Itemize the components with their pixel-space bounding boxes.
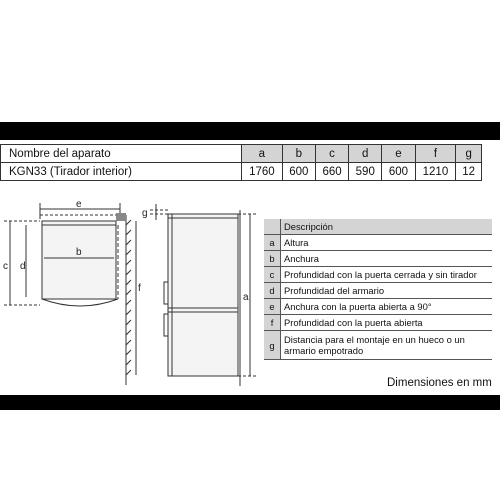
description-key: f — [264, 315, 281, 331]
spec-value-a: 1760 — [242, 163, 283, 181]
units-note: Dimensiones en mm — [387, 377, 492, 389]
description-header-row — [264, 219, 492, 235]
description-table — [264, 219, 492, 360]
label-e: e — [76, 199, 82, 210]
top-view-diagram — [0, 195, 160, 390]
top-black-band — [0, 122, 500, 140]
description-item — [264, 299, 492, 315]
description-text: Altura — [281, 235, 493, 251]
label-g: g — [142, 208, 148, 219]
description-item — [264, 267, 492, 283]
spec-value-c: 660 — [315, 163, 348, 181]
spec-header-name: Nombre del aparato — [1, 145, 242, 163]
spec-header-d: d — [349, 145, 382, 163]
spec-header-e: e — [382, 145, 415, 163]
description-text: Profundidad del armario — [281, 283, 493, 299]
description-item — [264, 331, 492, 360]
label-a: a — [243, 292, 249, 303]
spec-value-b: 600 — [282, 163, 315, 181]
description-key: a — [264, 235, 281, 251]
label-b: b — [76, 247, 82, 258]
description-item — [264, 315, 492, 331]
description-item — [264, 283, 492, 299]
label-d: d — [20, 261, 26, 272]
spec-table-header-row — [1, 145, 482, 163]
spec-header-a: a — [242, 145, 283, 163]
spec-table — [0, 144, 482, 181]
description-text: Distancia para el montaje en un hueco o un armario empotrado — [281, 331, 493, 360]
description-item — [264, 235, 492, 251]
description-key: e — [264, 299, 281, 315]
spec-header-c: c — [315, 145, 348, 163]
description-key: c — [264, 267, 281, 283]
description-key: d — [264, 283, 281, 299]
spec-header-g: g — [456, 145, 482, 163]
description-header: Descripción — [281, 219, 493, 235]
label-c: c — [3, 261, 8, 272]
description-key: b — [264, 251, 281, 267]
description-text: Anchura — [281, 251, 493, 267]
side-view-diagram — [140, 200, 260, 390]
description-text: Anchura con la puerta abierta a 90° — [281, 299, 493, 315]
spec-table-row — [1, 163, 482, 181]
spec-value-f: 1210 — [415, 163, 456, 181]
label-f: f — [138, 283, 141, 294]
description-text: Profundidad con la puerta abierta — [281, 315, 493, 331]
spec-value-e: 600 — [382, 163, 415, 181]
spec-header-f: f — [415, 145, 456, 163]
description-key: g — [264, 331, 281, 360]
spec-model-name: KGN33 (Tirador interior) — [1, 163, 242, 181]
spec-value-d: 590 — [349, 163, 382, 181]
bottom-black-band — [0, 395, 500, 410]
description-item — [264, 251, 492, 267]
description-header-key — [264, 219, 281, 235]
spec-value-g: 12 — [456, 163, 482, 181]
spec-header-b: b — [282, 145, 315, 163]
description-text: Profundidad con la puerta cerrada y sin tirador — [281, 267, 493, 283]
